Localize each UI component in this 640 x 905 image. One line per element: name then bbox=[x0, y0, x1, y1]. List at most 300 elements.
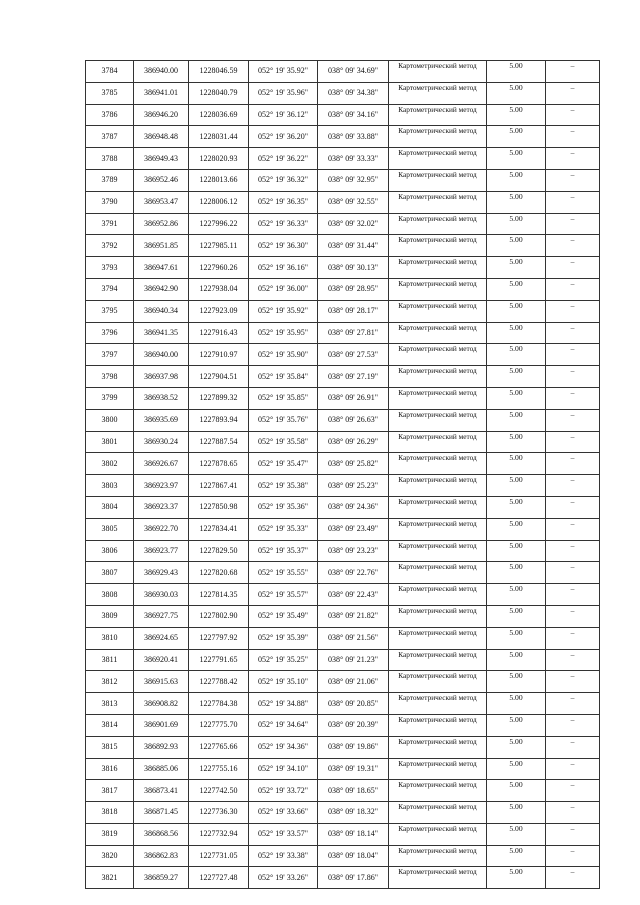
latitude-cell: 052° 19' 35.92" bbox=[249, 61, 318, 83]
method-cell: Картометрический метод bbox=[389, 322, 487, 344]
point-number-cell: 3790 bbox=[86, 191, 134, 213]
longitude-cell: 038° 09' 26.29" bbox=[318, 431, 389, 453]
longitude-cell: 038° 09' 28.17" bbox=[318, 300, 389, 322]
point-number-cell: 3811 bbox=[86, 649, 134, 671]
method-cell: Картометрический метод bbox=[389, 387, 487, 409]
point-number-cell: 3814 bbox=[86, 714, 134, 736]
x-coordinate-cell: 386873.41 bbox=[134, 780, 189, 802]
table-row bbox=[86, 300, 600, 322]
point-number-cell: 3807 bbox=[86, 562, 134, 584]
latitude-cell: 052° 19' 35.39" bbox=[249, 627, 318, 649]
method-cell: Картометрический метод bbox=[389, 453, 487, 475]
latitude-cell: 052° 19' 36.22" bbox=[249, 148, 318, 170]
table-row bbox=[86, 649, 600, 671]
note-cell: – bbox=[546, 344, 600, 366]
table-row bbox=[86, 344, 600, 366]
table-row bbox=[86, 845, 600, 867]
point-number-cell: 3792 bbox=[86, 235, 134, 257]
x-coordinate-cell: 386935.69 bbox=[134, 409, 189, 431]
method-cell: Картометрический метод bbox=[389, 61, 487, 83]
x-coordinate-cell: 386922.70 bbox=[134, 518, 189, 540]
y-coordinate-cell: 1228013.66 bbox=[189, 169, 249, 191]
table-row bbox=[86, 278, 600, 300]
point-number-cell: 3815 bbox=[86, 736, 134, 758]
accuracy-cell: 5.00 bbox=[487, 693, 546, 715]
method-cell: Картометрический метод bbox=[389, 867, 487, 889]
x-coordinate-cell: 386859.27 bbox=[134, 867, 189, 889]
point-number-cell: 3808 bbox=[86, 584, 134, 606]
x-coordinate-cell: 386892.93 bbox=[134, 736, 189, 758]
point-number-cell: 3788 bbox=[86, 148, 134, 170]
y-coordinate-cell: 1227867.41 bbox=[189, 475, 249, 497]
x-coordinate-cell: 386885.06 bbox=[134, 758, 189, 780]
note-cell: – bbox=[546, 649, 600, 671]
accuracy-cell: 5.00 bbox=[487, 104, 546, 126]
table-row bbox=[86, 82, 600, 104]
longitude-cell: 038° 09' 19.31" bbox=[318, 758, 389, 780]
y-coordinate-cell: 1228046.59 bbox=[189, 61, 249, 83]
y-coordinate-cell: 1227916.43 bbox=[189, 322, 249, 344]
point-number-cell: 3805 bbox=[86, 518, 134, 540]
method-cell: Картометрический метод bbox=[389, 475, 487, 497]
method-cell: Картометрический метод bbox=[389, 518, 487, 540]
point-number-cell: 3786 bbox=[86, 104, 134, 126]
y-coordinate-cell: 1227732.94 bbox=[189, 823, 249, 845]
table-row bbox=[86, 126, 600, 148]
longitude-cell: 038° 09' 23.49" bbox=[318, 518, 389, 540]
y-coordinate-cell: 1227829.50 bbox=[189, 540, 249, 562]
accuracy-cell: 5.00 bbox=[487, 300, 546, 322]
accuracy-cell: 5.00 bbox=[487, 714, 546, 736]
y-coordinate-cell: 1228020.93 bbox=[189, 148, 249, 170]
table-row bbox=[86, 387, 600, 409]
latitude-cell: 052° 19' 35.58" bbox=[249, 431, 318, 453]
y-coordinate-cell: 1227834.41 bbox=[189, 518, 249, 540]
note-cell: – bbox=[546, 191, 600, 213]
x-coordinate-cell: 386941.01 bbox=[134, 82, 189, 104]
table-row bbox=[86, 169, 600, 191]
method-cell: Картометрический метод bbox=[389, 714, 487, 736]
table-row bbox=[86, 714, 600, 736]
x-coordinate-cell: 386862.83 bbox=[134, 845, 189, 867]
accuracy-cell: 5.00 bbox=[487, 366, 546, 388]
coordinates-table-body bbox=[86, 61, 600, 889]
table-row bbox=[86, 802, 600, 824]
latitude-cell: 052° 19' 36.33" bbox=[249, 213, 318, 235]
note-cell: – bbox=[546, 235, 600, 257]
table-row bbox=[86, 518, 600, 540]
point-number-cell: 3802 bbox=[86, 453, 134, 475]
x-coordinate-cell: 386940.00 bbox=[134, 61, 189, 83]
x-coordinate-cell: 386941.35 bbox=[134, 322, 189, 344]
accuracy-cell: 5.00 bbox=[487, 867, 546, 889]
latitude-cell: 052° 19' 34.88" bbox=[249, 693, 318, 715]
point-number-cell: 3799 bbox=[86, 387, 134, 409]
accuracy-cell: 5.00 bbox=[487, 562, 546, 584]
x-coordinate-cell: 386929.43 bbox=[134, 562, 189, 584]
y-coordinate-cell: 1227788.42 bbox=[189, 671, 249, 693]
method-cell: Картометрический метод bbox=[389, 845, 487, 867]
note-cell: – bbox=[546, 627, 600, 649]
latitude-cell: 052° 19' 35.47" bbox=[249, 453, 318, 475]
longitude-cell: 038° 09' 27.19" bbox=[318, 366, 389, 388]
latitude-cell: 052° 19' 35.76" bbox=[249, 409, 318, 431]
table-row bbox=[86, 780, 600, 802]
longitude-cell: 038° 09' 25.82" bbox=[318, 453, 389, 475]
table-row bbox=[86, 562, 600, 584]
accuracy-cell: 5.00 bbox=[487, 780, 546, 802]
x-coordinate-cell: 386949.43 bbox=[134, 148, 189, 170]
latitude-cell: 052° 19' 36.12" bbox=[249, 104, 318, 126]
x-coordinate-cell: 386940.34 bbox=[134, 300, 189, 322]
point-number-cell: 3812 bbox=[86, 671, 134, 693]
note-cell: – bbox=[546, 845, 600, 867]
table-row bbox=[86, 540, 600, 562]
table-row bbox=[86, 257, 600, 279]
latitude-cell: 052° 19' 35.85" bbox=[249, 387, 318, 409]
method-cell: Картометрический метод bbox=[389, 191, 487, 213]
latitude-cell: 052° 19' 35.55" bbox=[249, 562, 318, 584]
note-cell: – bbox=[546, 82, 600, 104]
point-number-cell: 3806 bbox=[86, 540, 134, 562]
note-cell: – bbox=[546, 300, 600, 322]
point-number-cell: 3787 bbox=[86, 126, 134, 148]
note-cell: – bbox=[546, 409, 600, 431]
point-number-cell: 3810 bbox=[86, 627, 134, 649]
method-cell: Картометрический метод bbox=[389, 540, 487, 562]
accuracy-cell: 5.00 bbox=[487, 278, 546, 300]
note-cell: – bbox=[546, 758, 600, 780]
note-cell: – bbox=[546, 562, 600, 584]
x-coordinate-cell: 386937.98 bbox=[134, 366, 189, 388]
table-row bbox=[86, 496, 600, 518]
accuracy-cell: 5.00 bbox=[487, 845, 546, 867]
x-coordinate-cell: 386924.65 bbox=[134, 627, 189, 649]
method-cell: Картометрический метод bbox=[389, 213, 487, 235]
x-coordinate-cell: 386868.56 bbox=[134, 823, 189, 845]
point-number-cell: 3796 bbox=[86, 322, 134, 344]
accuracy-cell: 5.00 bbox=[487, 235, 546, 257]
note-cell: – bbox=[546, 823, 600, 845]
x-coordinate-cell: 386927.75 bbox=[134, 605, 189, 627]
accuracy-cell: 5.00 bbox=[487, 823, 546, 845]
x-coordinate-cell: 386871.45 bbox=[134, 802, 189, 824]
x-coordinate-cell: 386920.41 bbox=[134, 649, 189, 671]
latitude-cell: 052° 19' 35.25" bbox=[249, 649, 318, 671]
y-coordinate-cell: 1227910.97 bbox=[189, 344, 249, 366]
latitude-cell: 052° 19' 36.35" bbox=[249, 191, 318, 213]
method-cell: Картометрический метод bbox=[389, 649, 487, 671]
y-coordinate-cell: 1227985.11 bbox=[189, 235, 249, 257]
table-row bbox=[86, 213, 600, 235]
point-number-cell: 3785 bbox=[86, 82, 134, 104]
latitude-cell: 052° 19' 35.10" bbox=[249, 671, 318, 693]
latitude-cell: 052° 19' 33.72" bbox=[249, 780, 318, 802]
note-cell: – bbox=[546, 148, 600, 170]
longitude-cell: 038° 09' 33.88" bbox=[318, 126, 389, 148]
note-cell: – bbox=[546, 257, 600, 279]
note-cell: – bbox=[546, 322, 600, 344]
y-coordinate-cell: 1228036.69 bbox=[189, 104, 249, 126]
point-number-cell: 3804 bbox=[86, 496, 134, 518]
table-row bbox=[86, 584, 600, 606]
accuracy-cell: 5.00 bbox=[487, 213, 546, 235]
y-coordinate-cell: 1227820.68 bbox=[189, 562, 249, 584]
longitude-cell: 038° 09' 18.65" bbox=[318, 780, 389, 802]
x-coordinate-cell: 386940.00 bbox=[134, 344, 189, 366]
method-cell: Картометрический метод bbox=[389, 627, 487, 649]
accuracy-cell: 5.00 bbox=[487, 540, 546, 562]
point-number-cell: 3803 bbox=[86, 475, 134, 497]
longitude-cell: 038° 09' 34.16" bbox=[318, 104, 389, 126]
y-coordinate-cell: 1227731.05 bbox=[189, 845, 249, 867]
longitude-cell: 038° 09' 24.36" bbox=[318, 496, 389, 518]
accuracy-cell: 5.00 bbox=[487, 584, 546, 606]
note-cell: – bbox=[546, 867, 600, 889]
accuracy-cell: 5.00 bbox=[487, 758, 546, 780]
y-coordinate-cell: 1227755.16 bbox=[189, 758, 249, 780]
longitude-cell: 038° 09' 26.63" bbox=[318, 409, 389, 431]
x-coordinate-cell: 386952.86 bbox=[134, 213, 189, 235]
note-cell: – bbox=[546, 780, 600, 802]
longitude-cell: 038° 09' 19.86" bbox=[318, 736, 389, 758]
method-cell: Картометрический метод bbox=[389, 693, 487, 715]
accuracy-cell: 5.00 bbox=[487, 169, 546, 191]
longitude-cell: 038° 09' 18.04" bbox=[318, 845, 389, 867]
y-coordinate-cell: 1227893.94 bbox=[189, 409, 249, 431]
note-cell: – bbox=[546, 584, 600, 606]
x-coordinate-cell: 386923.77 bbox=[134, 540, 189, 562]
x-coordinate-cell: 386952.46 bbox=[134, 169, 189, 191]
method-cell: Картометрический метод bbox=[389, 300, 487, 322]
method-cell: Картометрический метод bbox=[389, 823, 487, 845]
latitude-cell: 052° 19' 35.33" bbox=[249, 518, 318, 540]
note-cell: – bbox=[546, 453, 600, 475]
x-coordinate-cell: 386951.85 bbox=[134, 235, 189, 257]
method-cell: Картометрический метод bbox=[389, 671, 487, 693]
x-coordinate-cell: 386946.20 bbox=[134, 104, 189, 126]
table-row bbox=[86, 671, 600, 693]
x-coordinate-cell: 386908.82 bbox=[134, 693, 189, 715]
accuracy-cell: 5.00 bbox=[487, 322, 546, 344]
latitude-cell: 052° 19' 35.38" bbox=[249, 475, 318, 497]
longitude-cell: 038° 09' 27.81" bbox=[318, 322, 389, 344]
latitude-cell: 052° 19' 35.37" bbox=[249, 540, 318, 562]
accuracy-cell: 5.00 bbox=[487, 736, 546, 758]
method-cell: Картометрический метод bbox=[389, 148, 487, 170]
x-coordinate-cell: 386926.67 bbox=[134, 453, 189, 475]
longitude-cell: 038° 09' 22.43" bbox=[318, 584, 389, 606]
y-coordinate-cell: 1227899.32 bbox=[189, 387, 249, 409]
accuracy-cell: 5.00 bbox=[487, 649, 546, 671]
method-cell: Картометрический метод bbox=[389, 344, 487, 366]
longitude-cell: 038° 09' 18.14" bbox=[318, 823, 389, 845]
method-cell: Картометрический метод bbox=[389, 802, 487, 824]
accuracy-cell: 5.00 bbox=[487, 496, 546, 518]
point-number-cell: 3793 bbox=[86, 257, 134, 279]
y-coordinate-cell: 1227727.48 bbox=[189, 867, 249, 889]
y-coordinate-cell: 1227904.51 bbox=[189, 366, 249, 388]
latitude-cell: 052° 19' 35.92" bbox=[249, 300, 318, 322]
method-cell: Картометрический метод bbox=[389, 366, 487, 388]
longitude-cell: 038° 09' 33.33" bbox=[318, 148, 389, 170]
method-cell: Картометрический метод bbox=[389, 409, 487, 431]
y-coordinate-cell: 1227784.38 bbox=[189, 693, 249, 715]
longitude-cell: 038° 09' 27.53" bbox=[318, 344, 389, 366]
method-cell: Картометрический метод bbox=[389, 562, 487, 584]
point-number-cell: 3801 bbox=[86, 431, 134, 453]
note-cell: – bbox=[546, 366, 600, 388]
y-coordinate-cell: 1227797.92 bbox=[189, 627, 249, 649]
longitude-cell: 038° 09' 32.55" bbox=[318, 191, 389, 213]
accuracy-cell: 5.00 bbox=[487, 475, 546, 497]
accuracy-cell: 5.00 bbox=[487, 453, 546, 475]
y-coordinate-cell: 1227878.65 bbox=[189, 453, 249, 475]
method-cell: Картометрический метод bbox=[389, 104, 487, 126]
latitude-cell: 052° 19' 35.57" bbox=[249, 584, 318, 606]
method-cell: Картометрический метод bbox=[389, 257, 487, 279]
method-cell: Картометрический метод bbox=[389, 780, 487, 802]
point-number-cell: 3800 bbox=[86, 409, 134, 431]
longitude-cell: 038° 09' 30.13" bbox=[318, 257, 389, 279]
point-number-cell: 3819 bbox=[86, 823, 134, 845]
latitude-cell: 052° 19' 36.16" bbox=[249, 257, 318, 279]
y-coordinate-cell: 1227923.09 bbox=[189, 300, 249, 322]
point-number-cell: 3816 bbox=[86, 758, 134, 780]
x-coordinate-cell: 386942.90 bbox=[134, 278, 189, 300]
longitude-cell: 038° 09' 26.91" bbox=[318, 387, 389, 409]
point-number-cell: 3821 bbox=[86, 867, 134, 889]
table-row bbox=[86, 475, 600, 497]
note-cell: – bbox=[546, 540, 600, 562]
table-row bbox=[86, 61, 600, 83]
longitude-cell: 038° 09' 25.23" bbox=[318, 475, 389, 497]
method-cell: Картометрический метод bbox=[389, 431, 487, 453]
longitude-cell: 038° 09' 20.85" bbox=[318, 693, 389, 715]
latitude-cell: 052° 19' 36.30" bbox=[249, 235, 318, 257]
x-coordinate-cell: 386930.24 bbox=[134, 431, 189, 453]
longitude-cell: 038° 09' 22.76" bbox=[318, 562, 389, 584]
note-cell: – bbox=[546, 802, 600, 824]
latitude-cell: 052° 19' 34.36" bbox=[249, 736, 318, 758]
table-row bbox=[86, 322, 600, 344]
note-cell: – bbox=[546, 431, 600, 453]
latitude-cell: 052° 19' 35.84" bbox=[249, 366, 318, 388]
y-coordinate-cell: 1228040.79 bbox=[189, 82, 249, 104]
method-cell: Картометрический метод bbox=[389, 169, 487, 191]
method-cell: Картометрический метод bbox=[389, 82, 487, 104]
latitude-cell: 052° 19' 33.66" bbox=[249, 802, 318, 824]
note-cell: – bbox=[546, 736, 600, 758]
x-coordinate-cell: 386953.47 bbox=[134, 191, 189, 213]
table-row bbox=[86, 453, 600, 475]
method-cell: Картометрический метод bbox=[389, 736, 487, 758]
point-number-cell: 3795 bbox=[86, 300, 134, 322]
longitude-cell: 038° 09' 28.95" bbox=[318, 278, 389, 300]
method-cell: Картометрический метод bbox=[389, 758, 487, 780]
y-coordinate-cell: 1227802.90 bbox=[189, 605, 249, 627]
y-coordinate-cell: 1227742.50 bbox=[189, 780, 249, 802]
method-cell: Картометрический метод bbox=[389, 605, 487, 627]
y-coordinate-cell: 1227850.98 bbox=[189, 496, 249, 518]
note-cell: – bbox=[546, 671, 600, 693]
table-row bbox=[86, 431, 600, 453]
accuracy-cell: 5.00 bbox=[487, 409, 546, 431]
accuracy-cell: 5.00 bbox=[487, 344, 546, 366]
point-number-cell: 3817 bbox=[86, 780, 134, 802]
method-cell: Картометрический метод bbox=[389, 235, 487, 257]
method-cell: Картометрический метод bbox=[389, 126, 487, 148]
table-row bbox=[86, 235, 600, 257]
latitude-cell: 052° 19' 35.96" bbox=[249, 82, 318, 104]
table-row bbox=[86, 693, 600, 715]
method-cell: Картометрический метод bbox=[389, 278, 487, 300]
latitude-cell: 052° 19' 35.90" bbox=[249, 344, 318, 366]
point-number-cell: 3798 bbox=[86, 366, 134, 388]
x-coordinate-cell: 386923.37 bbox=[134, 496, 189, 518]
y-coordinate-cell: 1227765.66 bbox=[189, 736, 249, 758]
x-coordinate-cell: 386938.52 bbox=[134, 387, 189, 409]
point-number-cell: 3813 bbox=[86, 693, 134, 715]
y-coordinate-cell: 1227960.26 bbox=[189, 257, 249, 279]
note-cell: – bbox=[546, 475, 600, 497]
x-coordinate-cell: 386915.63 bbox=[134, 671, 189, 693]
note-cell: – bbox=[546, 605, 600, 627]
table-row bbox=[86, 605, 600, 627]
note-cell: – bbox=[546, 496, 600, 518]
y-coordinate-cell: 1227887.54 bbox=[189, 431, 249, 453]
accuracy-cell: 5.00 bbox=[487, 671, 546, 693]
latitude-cell: 052° 19' 36.32" bbox=[249, 169, 318, 191]
longitude-cell: 038° 09' 21.82" bbox=[318, 605, 389, 627]
note-cell: – bbox=[546, 714, 600, 736]
point-number-cell: 3820 bbox=[86, 845, 134, 867]
longitude-cell: 038° 09' 21.56" bbox=[318, 627, 389, 649]
longitude-cell: 038° 09' 17.86" bbox=[318, 867, 389, 889]
longitude-cell: 038° 09' 34.38" bbox=[318, 82, 389, 104]
method-cell: Картометрический метод bbox=[389, 584, 487, 606]
table-row bbox=[86, 409, 600, 431]
latitude-cell: 052° 19' 36.20" bbox=[249, 126, 318, 148]
longitude-cell: 038° 09' 31.44" bbox=[318, 235, 389, 257]
latitude-cell: 052° 19' 35.36" bbox=[249, 496, 318, 518]
longitude-cell: 038° 09' 23.23" bbox=[318, 540, 389, 562]
point-number-cell: 3791 bbox=[86, 213, 134, 235]
y-coordinate-cell: 1227996.22 bbox=[189, 213, 249, 235]
table-row bbox=[86, 867, 600, 889]
longitude-cell: 038° 09' 34.69" bbox=[318, 61, 389, 83]
accuracy-cell: 5.00 bbox=[487, 82, 546, 104]
note-cell: – bbox=[546, 61, 600, 83]
longitude-cell: 038° 09' 21.23" bbox=[318, 649, 389, 671]
coordinates-table bbox=[85, 60, 600, 889]
point-number-cell: 3797 bbox=[86, 344, 134, 366]
accuracy-cell: 5.00 bbox=[487, 518, 546, 540]
y-coordinate-cell: 1227775.70 bbox=[189, 714, 249, 736]
longitude-cell: 038° 09' 20.39" bbox=[318, 714, 389, 736]
latitude-cell: 052° 19' 35.49" bbox=[249, 605, 318, 627]
longitude-cell: 038° 09' 21.06" bbox=[318, 671, 389, 693]
method-cell: Картометрический метод bbox=[389, 496, 487, 518]
note-cell: – bbox=[546, 169, 600, 191]
latitude-cell: 052° 19' 34.10" bbox=[249, 758, 318, 780]
y-coordinate-cell: 1227736.30 bbox=[189, 802, 249, 824]
latitude-cell: 052° 19' 33.38" bbox=[249, 845, 318, 867]
table-row bbox=[86, 627, 600, 649]
y-coordinate-cell: 1228006.12 bbox=[189, 191, 249, 213]
note-cell: – bbox=[546, 104, 600, 126]
accuracy-cell: 5.00 bbox=[487, 431, 546, 453]
